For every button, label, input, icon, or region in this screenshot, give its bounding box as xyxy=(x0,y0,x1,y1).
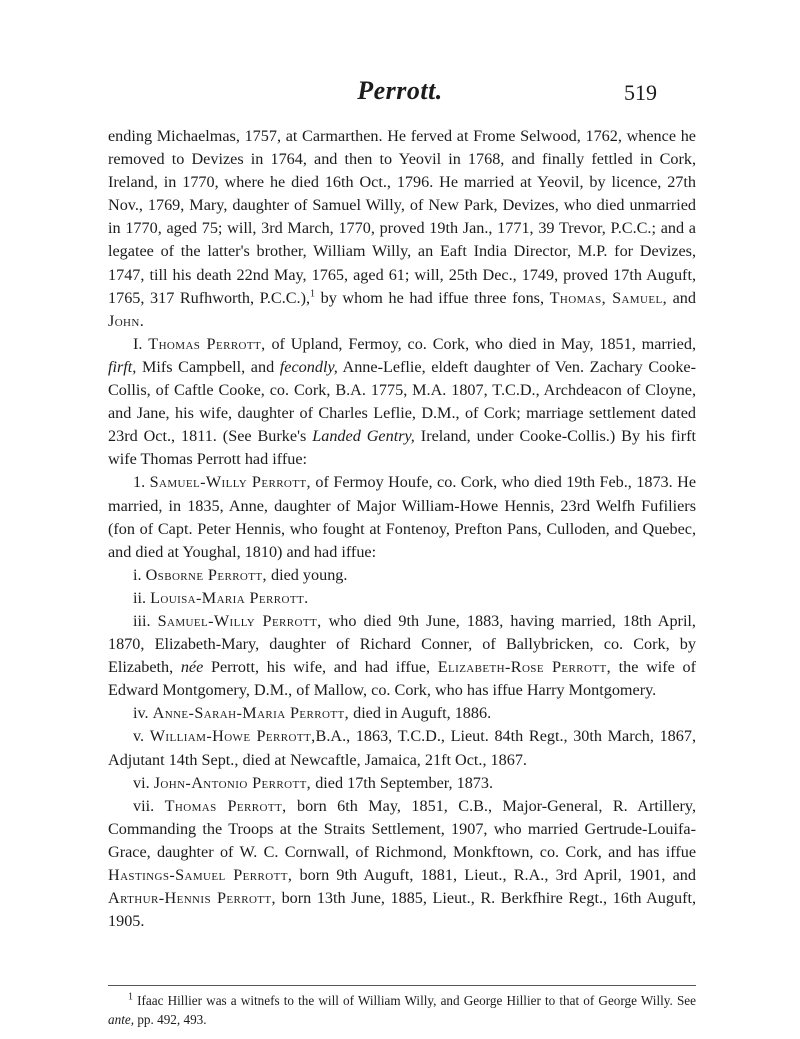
list-item-v: v. William-Howe Perrott,B.A., 1863, T.C.D., Lieut. 84th Regt., 30th March, 1867, Adjutant 14th Sept., died at Newcaftle, Jamaica, 21ft Oct., 1867. xyxy=(108,727,697,769)
list-item-ii: ii. Louisa-Maria Perrott. xyxy=(133,588,309,607)
footnote: $^1$ Ifaac Hillier was a witnefs to the will of William Willy, and George Hillier to that of George Willy. See ante, pp. 492, 493. xyxy=(108,991,696,1027)
list-item-vii: vii. Thomas Perrott, born 6th May, 1851, C.B., Major-General, R. Artillery, Commanding the Troops at the Straits Settlement, 1907, who married Gertrude-Louifa-Grace, daughter of W. C. Cornwall, of Richmond, Monkftown, co. Cork, and has iffue Hastings-Samuel Perrott, born 9th Auguft, 1881, Lieut., R.A., 3rd April, 1901, and Arthur-Hennis Perrott, born 13th June, 1885, Lieut., R. Berkfhire Regt., 16th Auguft, 1905. xyxy=(108,796,697,931)
list-item-iv: iv. Anne-Sarah-Maria Perrott, died in Auguft, 1886. xyxy=(133,704,492,723)
list-item-vi: vi. John-Antonio Perrott, died 17th September, 1873. xyxy=(133,773,494,792)
footnote-divider xyxy=(108,985,696,986)
list-item-iii: iii. Samuel-Willy Perrott, who died 9th June, 1883, having married, 18th April, 1870, Elizabeth-Mary, daughter of Richard Conner, of Ballybricken, co. Cork, by Elizabeth, née Perrott, his wife, and had iffue, Elizabeth-Rose Perrott, the wife of Edward Montgomery, D.M., of Mallow, co. Cork, who has iffue Harry Montgomery. xyxy=(108,611,696,700)
body-text xyxy=(108,125,696,933)
paragraph-samuel-willy: 1. Samuel-Willy Perrott, of Fermoy Houfe, co. Cork, who died 19th Feb., 1873. He married, in 1835, Anne, daughter of Major William-Howe Hennis, 23rd Welfh Fufiliers (fon of Capt. Peter Hennis, who fought at Fontenoy, Prefton Pans, Culloden, and Quebec, and died at Youghal, 1810) and had iffue: xyxy=(108,473,697,561)
footnote-marker: 1 xyxy=(128,991,133,1003)
list-item-i: i. Osborne Perrott, died young. xyxy=(133,565,348,584)
paragraph-thomas-perrott: I. Thomas Perrott, of Upland, Fermoy, co. Cork, who died in May, 1851, married, firft, Mifs Campbell, and fecondly, Anne-Leflie, eldeft daughter of Ven. Zachary Cooke-Collis, of Caftle Cooke, co. Cork, B.A. 1775, M.A. 1807, T.C.D., Archdeacon of Cloyne, and Jane, his wife, daughter of Charles Leflie, D.M., of Cork; marriage settlement dated 23rd Oct., 1811. (See Burke's Landed Gentry, Ireland, under Cooke-Collis.) By his firft wife Thomas Perrott had iffue: xyxy=(108,334,697,469)
paragraph-intro: ending Michaelmas, 1757, at Carmarthen. He ferved at Frome Selwood, 1762, whence he removed to Devizes in 1764, and then to Yeovil in 1768, and finally fettled in Cork, Ireland, in 1770, where he died 16th Oct., 1796. He married at Yeovil, by licence, 27th Nov., 1769, Mary, daughter of Samuel Willy, of New Park, Devizes, who died unmarried in 1770, aged 75; will, 3rd March, 1770, proved 19th Jan., 1771, 39 Trevor, P.C.C.; and a legatee of the latter's brother, William Willy, an Eaft India Director, M.P. for Devizes, 1747, till his death 22nd May, 1765, aged 61; will, 25th Dec., 1749, proved 17th Auguft, 1765, 317 Rufhworth, P.C.C.),$^1$ by whom he had iffue three fons, Thomas, Samuel, and John. xyxy=(108,127,696,330)
running-head: Perrott. xyxy=(357,76,443,105)
page-number: 519 xyxy=(624,80,657,105)
footnote-ref: 1 xyxy=(310,288,316,300)
